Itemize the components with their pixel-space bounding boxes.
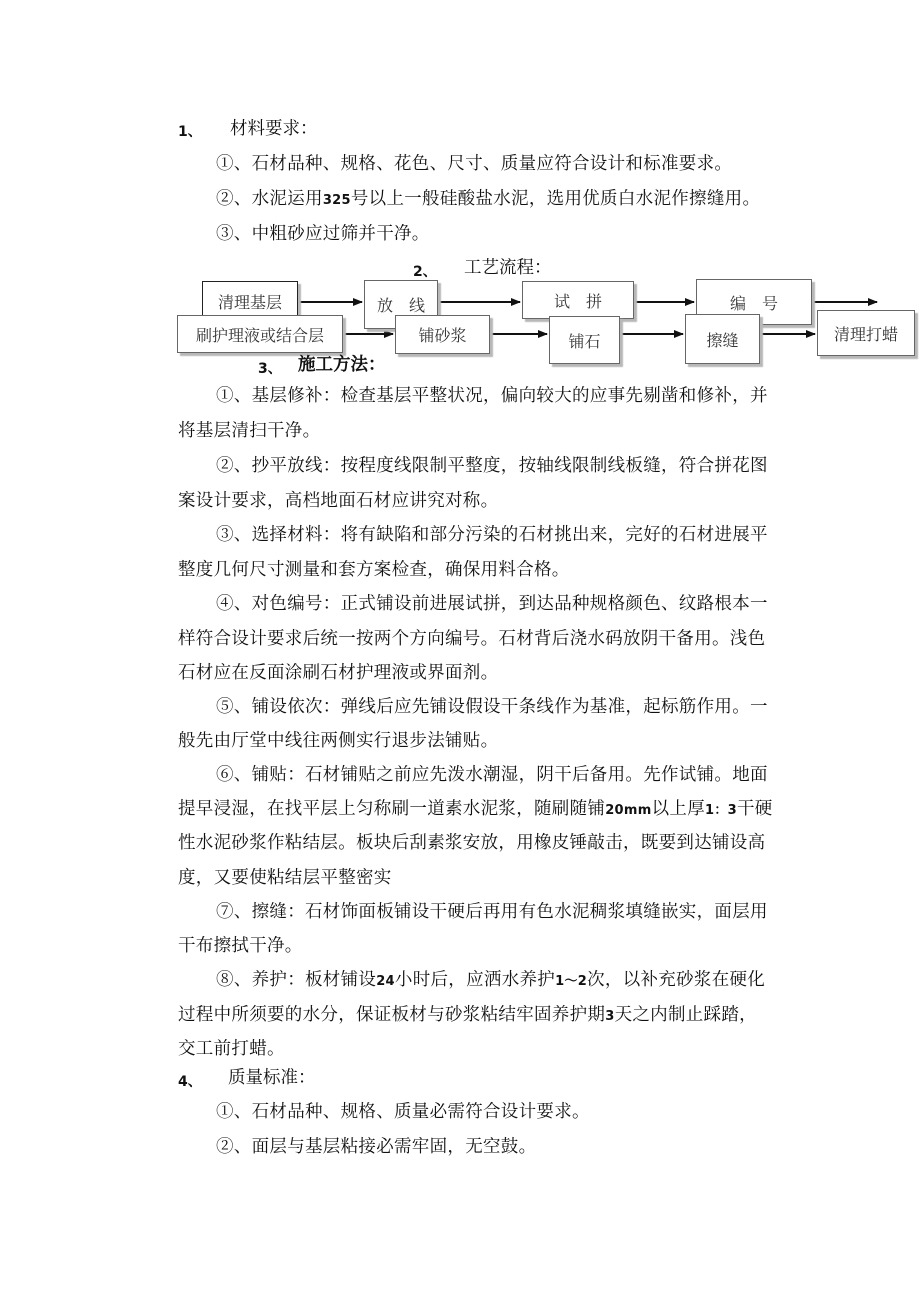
method-line: 将基层清扫干净。 xyxy=(178,421,321,441)
method-line: ①、基层修补：检查基层平整状况，偏向较大的应事先剔凿和修补，并 xyxy=(216,386,768,406)
method-line: 提早浸湿，在找平层上匀称刷一道素水泥浆，随刷随铺20mm以上厚1：3干硬 xyxy=(178,799,773,819)
method-line: ⑤、铺设依次：弹线后应先铺设假设干条线作为基准，起标筋作用。一 xyxy=(216,697,768,717)
section-3-number: 3、 xyxy=(258,361,282,377)
section-1-item-1: ①、石材品种、规格、花色、尺寸、质量应符合设计和标准要求。 xyxy=(216,154,733,174)
method-line: 案设计要求，高档地面石材应讲究对称。 xyxy=(178,491,499,511)
section-4-title: 质量标准： xyxy=(228,1068,316,1088)
flow-step-lay-stone: 铺石 xyxy=(549,316,620,364)
flow-step-numbering: 编 号 xyxy=(696,279,812,325)
section-1-item-3: ③、中粗砂应过筛并干净。 xyxy=(216,224,430,244)
section-1-title: 材料要求： xyxy=(230,119,318,139)
method-line: 性水泥砂浆作粘结层。板块后刮素浆安放，用橡皮锤敲击，既要到达铺设高 xyxy=(178,833,766,853)
method-line: ②、抄平放线：按程度线限制平整度，按轴线限制线板缝，符合拼花图 xyxy=(216,456,768,476)
quality-item-1: ①、石材品种、规格、质量必需符合设计要求。 xyxy=(216,1102,590,1122)
method-line: ③、选择材料：将有缺陷和部分污染的石材挑出来，完好的石材进展平 xyxy=(216,525,768,545)
method-line: 样符合设计要求后统一按两个方向编号。石材背后浇水码放阴干备用。浅色 xyxy=(178,629,766,649)
section-2-title: 工艺流程： xyxy=(464,258,552,278)
flow-step-mortar: 铺砂浆 xyxy=(395,315,490,354)
section-3-title: 施工方法： xyxy=(298,355,386,375)
method-line: 干布擦拭干净。 xyxy=(178,936,303,956)
method-line: 交工前打蜡。 xyxy=(178,1039,285,1059)
method-line: 整度几何尺寸测量和套方案检查，确保用料合格。 xyxy=(178,560,570,580)
section-4-number: 4、 xyxy=(178,1074,202,1090)
flow-step-layout: 放 线 xyxy=(364,280,438,329)
flow-step-trial-fit: 试 拼 xyxy=(522,281,634,319)
method-line: 石材应在反面涂刷石材护理液或界面剂。 xyxy=(178,663,499,683)
method-line: ④、对色编号：正式铺设前进展试拼，到达品种规格颜色、纹路根本一 xyxy=(216,594,768,614)
section-2-number: 2、 xyxy=(413,264,437,280)
flow-step-clean-base: 清理基层 xyxy=(202,281,298,321)
flow-step-apply-coating: 刷护理液或结合层 xyxy=(177,315,343,353)
flow-step-grout: 擦缝 xyxy=(685,314,760,364)
method-line: 过程中所须要的水分，保证板材与砂浆粘结牢固养护期3天之内制止踩踏， xyxy=(178,1005,757,1025)
method-line: ⑥、铺贴：石材铺贴之前应先泼水潮湿，阴干后备用。先作试铺。地面 xyxy=(216,765,768,785)
method-line: ⑧、养护：板材铺设24小时后，应洒水养护1〜2次，以补充砂浆在硬化 xyxy=(216,970,766,990)
section-1-number: 1、 xyxy=(178,124,202,140)
flow-step-clean-wax: 清理打蜡 xyxy=(817,310,915,356)
quality-item-2: ②、面层与基层粘接必需牢固，无空鼓。 xyxy=(216,1137,537,1157)
section-1-item-2: ②、水泥运用325号以上一般硅酸盐水泥，选用优质白水泥作擦缝用。 xyxy=(216,189,761,209)
method-line: 般先由厅堂中线往两侧实行退步法铺贴。 xyxy=(178,731,499,751)
method-line: 度，又要使粘结层平整密实 xyxy=(178,868,392,888)
method-line: ⑦、擦缝：石材饰面板铺设干硬后再用有色水泥稠浆填缝嵌实，面层用 xyxy=(216,902,768,922)
